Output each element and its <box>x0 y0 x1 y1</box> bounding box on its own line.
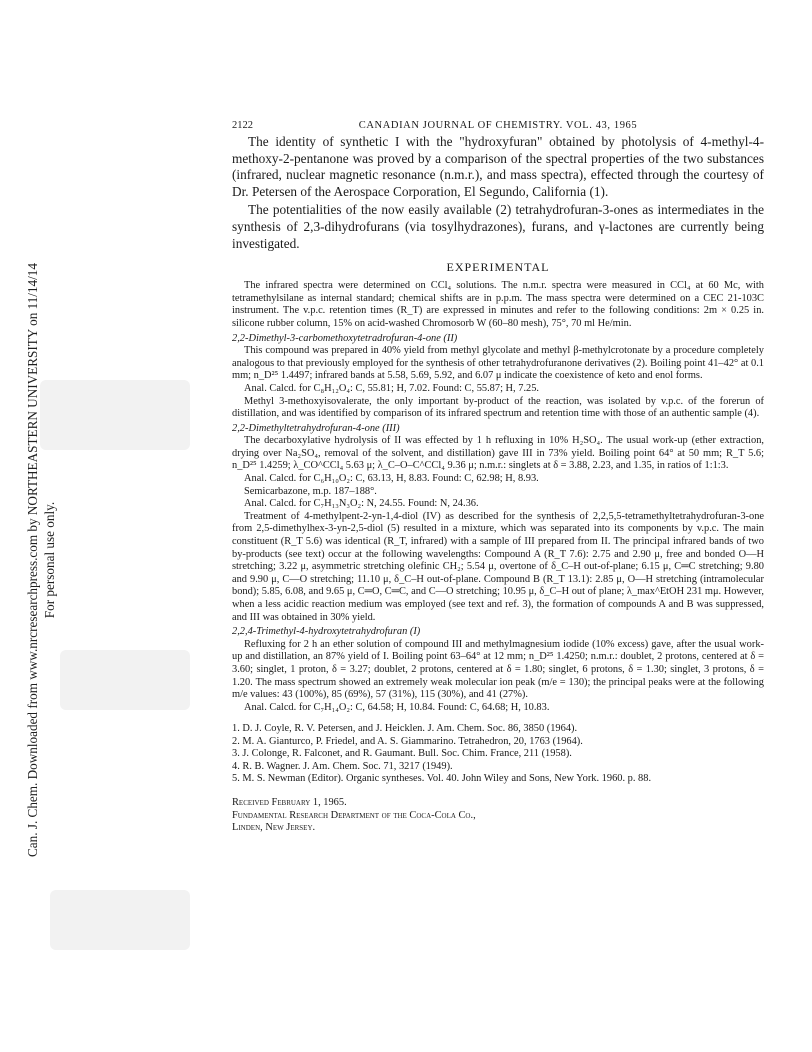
reference-list <box>232 723 764 785</box>
intro-paragraph: The identity of synthetic I with the "hydroxyfuran" obtained by photolysis of 4-methyl-4-methoxy-2-pentanone was proved by a comparison of the spectral properties of the two substances (infrared, nuclear magnetic resonance (n.m.r.), and mass spectra), effected through the courtesy of Dr. Petersen of the Aerospace Corporation, El Segundo, California (1). <box>232 134 764 199</box>
running-head: CANADIAN JOURNAL OF CHEMISTRY. VOL. 43, 1965 <box>358 120 638 131</box>
page-number: 2122 <box>232 120 253 131</box>
section-heading: EXPERIMENTAL <box>446 260 550 275</box>
compound-ii-paragraph: This compound was prepared in 40% yield from methyl glycolate and methyl β-methylcrotonate by a procedure completely analogous to that previously employed for the synthesis of other tetrahydrofuranone derivatives (2). Boiling point 41–42° at 0.1 mm; n_D²⁵ 1.4497; infrared bands at 5.58, 5.69, 5.92, and 6.07 μ indicate the coexistence of keto and enol forms. <box>232 345 764 382</box>
download-notice-line-2: For personal use only. <box>42 501 57 619</box>
scan-smudge <box>60 650 190 710</box>
affiliation-location: Linden, New Jersey. <box>232 822 316 834</box>
compound-ii-byproduct: Methyl 3-methoxyisovalerate, the only important by-product of the reaction, was isolated by v.p.c. of the forerun of distillation, and was identified by comparison of its infrared spectrum and retention time with those of an authentic sample (4). <box>232 395 764 420</box>
compound-iii-analysis: Anal. Calcd. for C₆H₁₀O₂: C, 63.13, H, 8.83. Found: C, 62.98; H, 8.93. <box>244 473 539 485</box>
download-notice-line-1: Can. J. Chem. Downloaded from www.nrcresearchpress.com by NORTHEASTERN UNIVERSITY on 11/14/14 <box>25 263 40 858</box>
compound-ii-analysis: Anal. Calcd. for C₈H₁₂O₄: C, 55.81; H, 7.02. Found: C, 55.87; H, 7.25. <box>244 382 540 394</box>
compound-iii-alt-synthesis: Treatment of 4-methylpent-2-yn-1,4-diol (IV) as described for the synthesis of 2,2,5,5-tetramethyltetrahydrofuran-3-one from 2,5-dimethylhex-3-yn-2,5-diol (5) resulted in a mixture, which was separated into its components by v.p.c. The main constituent (R_T 5.6) was identical (R_T, infrared) with a sample of III prepared from II. The principal infrared bands of two by-products (see text) occur at the following wavelengths: Compound A (R_T 7.6): 2.75 and 2.90 μ, free and bonded O—H stretching; 3.22 μ, asymmetric stretching olefinic CH₂; 5.54 μ, overtone of δ_C–H out-of-plane; 6.15 μ, C═C stretching; 9.80 and 9.90 μ, C—O stretching; 11.10 μ, δ_C–H out-of-plane. Compound B (R_T 13.1): 2.85 μ, O—H stretching (intramolecular bond); 5.85, 6.08, and 9.65 μ, C═O, C═C, and C—O stretching; 10.95 μ, δ_C–H out of plane; λ_max^EtOH 231 mμ. However, when a less acidic reaction medium was employed (see text and ref. 3), the formation of compounds A and B was suppressed, and III was obtained in 30% yield. <box>232 510 764 623</box>
compound-i-paragraph: Refluxing for 2 h an ether solution of compound III and methylmagnesium iodide (10% excess) gave, after the usual work-up and distillation, an 87% yield of I. Boiling point 63–64° at 12 mm; n_D²⁵ 1.4250; n.m.r.: doublet, 2 protons, centered at δ = 3.60; singlet, 1 proton, δ = 3.27; doublet, 2 protons, centered at δ = 1.80; singlet, 6 protons, δ = 1.30; singlet, 3 protons, δ = 1.20. The mass spectrum showed an extremely weak molecular ion peak (m/e = 130); the principal peaks were at the following m/e values: 43 (100%), 85 (69%), 57 (31%), 115 (30%), and 41 (27%). <box>232 638 764 701</box>
compound-i-title: 2,2,4-Trimethyl-4-hydroxytetrahydrofuran (I) <box>232 626 421 638</box>
author-affiliation: Fundamental Research Department of the Coca-Cola Co., <box>232 809 476 821</box>
reference-item: 5. M. S. Newman (Editor). Organic syntheses. Vol. 40. John Wiley and Sons, New York. 1960. p. 88. <box>232 772 652 784</box>
reference-item: 4. R. B. Wagner. J. Am. Chem. Soc. 71, 3217 (1949). <box>232 760 453 772</box>
download-notice <box>24 210 72 910</box>
compound-iii-paragraph: The decarboxylative hydrolysis of II was effected by 1 h refluxing in 10% H₂SO₄. The usual work-up (ether extraction, drying over Na₂SO₄, removal of the solvent, and distillation) gave III in 73% yield. Boiling point 64° at 50 mm; R_T 5.6; n_D²⁵ 1.4259; λ_CO^CCl₄ 5.63 μ; λ_C–O–C^CCl₄ 9.36 μ; n.m.r.: singlets at δ = 3.88, 2.23, and 1.35, in ratios of 1:1:3. <box>232 435 764 472</box>
intro-paragraph: The potentialities of the now easily available (2) tetrahydrofuran-3-ones as intermediates in the synthesis of 2,3-dihydrofurans (via tosylhydrazones), furans, and γ-lactones are currently being investigated. <box>232 202 764 251</box>
page-header <box>232 116 764 134</box>
reference-item: 2. M. A. Gianturco, P. Friedel, and A. S. Giammarino. Tetrahedron, 20, 1763 (1964). <box>232 735 583 747</box>
intro-section <box>232 134 764 252</box>
compound-iii-title: 2,2-Dimethyltetrahydrofuran-4-one (III) <box>232 422 400 434</box>
reference-item: 1. D. J. Coyle, R. V. Petersen, and J. Heicklen. J. Am. Chem. Soc. 86, 3850 (1964). <box>232 723 578 735</box>
general-methods-paragraph: The infrared spectra were determined on CCl₄ solutions. The n.m.r. spectra were measured in CCl₄ at 60 Mc, with tetramethylsilane as internal standard; chemical shifts are in p.p.m. The mass spectra were determined on a CEC 21-103C instrument. The v.p.c. retention times (R_T) are expressed in minutes and refer to the following conditions: 2m × 0.25 in. silicone rubber column, 15% on acid-washed Chromosorb W (60–80 mesh), 75°, 70 ml He/min. <box>232 280 764 329</box>
compound-ii-title: 2,2-Dimethyl-3-carbomethoxytetradrofuran-4-one (II) <box>232 332 458 344</box>
download-watermark <box>0 210 57 910</box>
semicarbazone-line: Semicarbazone, m.p. 187–188°. <box>244 485 377 497</box>
experimental-section <box>232 280 764 714</box>
received-date: Received February 1, 1965. <box>232 797 347 809</box>
semicarbazone-analysis: Anal. Calcd. for C₇H₁₃N₃O₂: N, 24.55. Found: N, 24.36. <box>244 498 479 510</box>
reference-item: 3. J. Colonge, R. Falconet, and R. Gaumant. Bull. Soc. Chim. France, 211 (1958). <box>232 748 572 760</box>
compound-i-analysis: Anal. Calcd. for C₇H₁₄O₂: C, 64.58; H, 10.84. Found: C, 64.68; H, 10.83. <box>244 701 550 713</box>
article-page <box>232 116 764 835</box>
received-block <box>232 797 764 834</box>
